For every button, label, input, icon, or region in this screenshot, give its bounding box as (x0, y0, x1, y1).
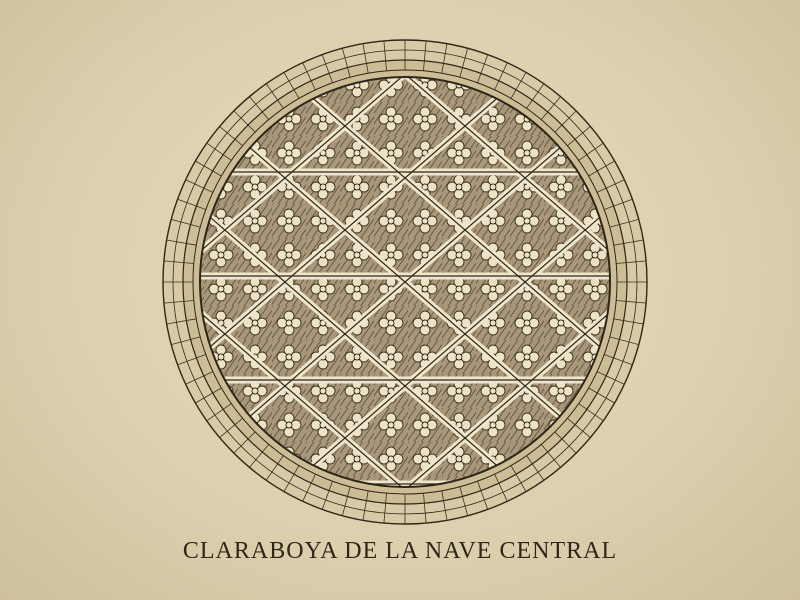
tracery-bar (721, 0, 800, 600)
tracery-edge (721, 0, 800, 600)
tracery-edge (0, 0, 89, 600)
tracery-bar (0, 0, 89, 600)
tracery-edge (721, 0, 800, 600)
page-caption: CLARABOYA DE LA NAVE CENTRAL (182, 538, 618, 564)
tracery-edge (0, 0, 89, 600)
tracery-bar (721, 0, 800, 600)
tracery-bar (0, 0, 89, 600)
